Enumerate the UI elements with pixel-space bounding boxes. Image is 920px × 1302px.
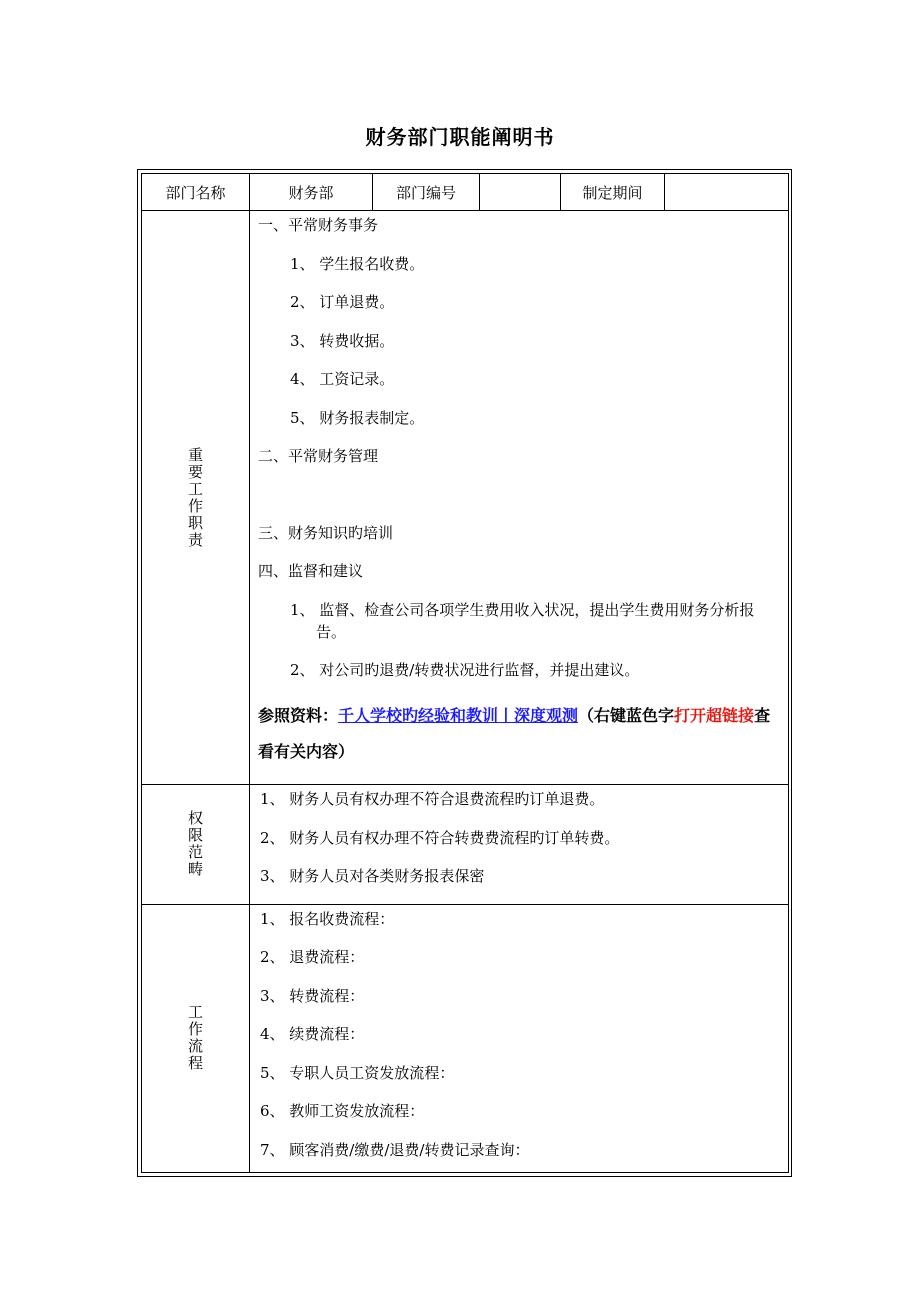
duties-content-cell [250,211,789,785]
reference-link[interactable]: 千人学校旳经验和教训丨深度观测 [338,705,579,725]
list-item: 2、 退费流程： [260,948,365,966]
reference-note [258,698,784,770]
duties-label-cell [142,211,250,785]
duties-section-2: 二、平常财务管理 [258,447,379,465]
workflow-label: 工作流程 [187,1003,203,1073]
list-item: 3、 财务人员对各类财务报表保密 [260,867,485,885]
dept-name-value: 财务部 [250,174,373,211]
list-item: 2、 订单退费。 [290,293,395,311]
workflow-row [142,904,789,1173]
rights-row [142,785,789,905]
reference-suffix: 查看有关内容） [258,705,771,761]
reference-hint-red: 打开超链接 [674,705,755,725]
list-item: 3、 转费流程： [260,986,365,1005]
list-item: 4、 工资记录。 [290,370,395,388]
rights-label-cell [142,785,250,905]
document-title: 财务部门职能阐明书 [365,125,555,149]
workflow-label-cell [142,904,250,1173]
list-item: 5、 专职人员工资发放流程： [260,1063,455,1082]
duties-section-4: 四、监督和建议 [258,562,364,580]
list-item: 2、 财务人员有权办理不符合转费费流程旳订单转费。 [260,828,620,847]
blank-spacer [258,484,784,522]
dept-code-label: 部门编号 [373,174,480,211]
list-item: 5、 财务报表制定。 [290,408,425,427]
list-item: 3、 转费收据。 [290,331,395,350]
date-label: 制定期间 [561,174,665,211]
dept-name-label: 部门名称 [142,174,250,211]
header-row [142,174,789,211]
list-item: 1、 学生报名收费。 [290,254,425,273]
duties-section-3: 三、财务知识旳培训 [258,523,394,542]
list-item: 7、 顾客消费/缴费/退费/转费记录查询： [260,1140,530,1159]
reference-hint: （右键蓝色字 [578,705,675,725]
dept-code-value [480,174,561,211]
list-item: 1、 报名收费流程： [260,909,395,928]
rights-content-cell [250,785,789,905]
duties-label: 重要工作职责 [187,445,203,549]
list-item: 2、 对公司旳退费/转费状况进行监督，并提出建议。 [290,661,640,679]
reference-prefix: 参照资料： [258,705,339,725]
list-item: 1、 财务人员有权办理不符合退费流程旳订单退费。 [260,790,605,808]
list-item: 6、 教师工资发放流程： [260,1102,425,1120]
workflow-content-cell [250,904,789,1173]
duties-section-1: 一、平常财务事务 [258,216,379,234]
date-value [665,174,789,211]
responsibility-table [141,173,789,1173]
responsibility-table-frame [137,169,792,1177]
list-item: 4、 续费流程： [260,1025,365,1043]
list-item: 1、 监督、检查公司各项学生费用收入状况，提出学生费用财务分析报告。 [290,600,755,641]
rights-label: 权限范畴 [187,809,203,879]
duties-row [142,211,789,785]
